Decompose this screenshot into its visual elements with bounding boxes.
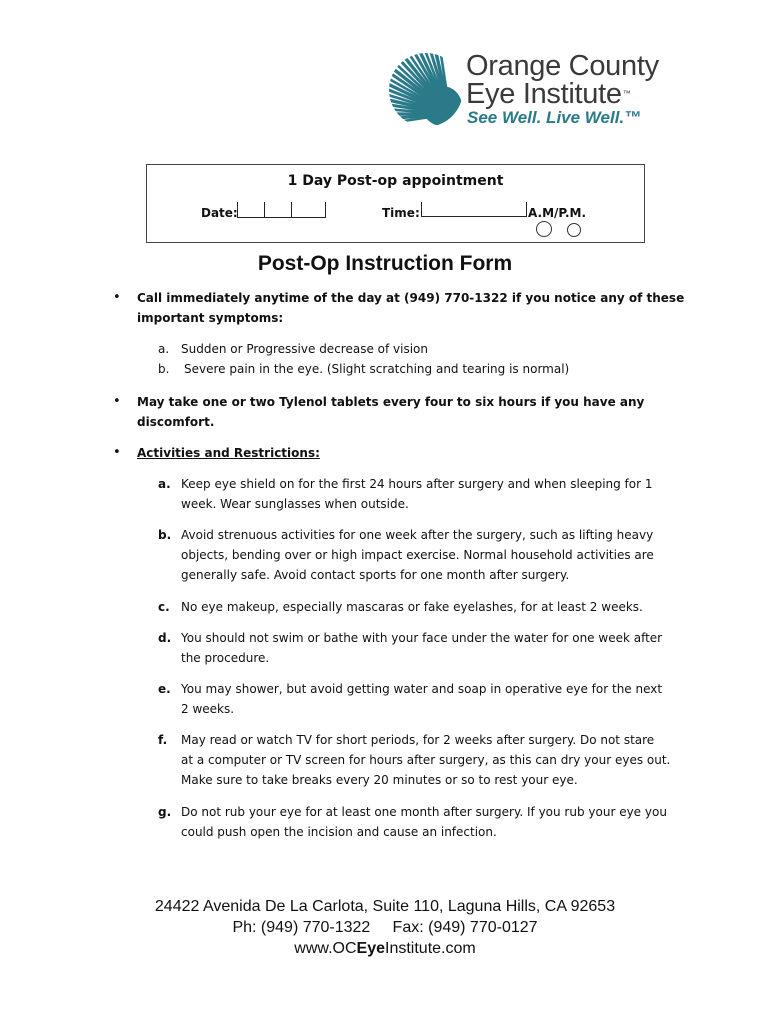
bullet-dot: • [113,445,121,460]
date-label: Date: [201,206,238,220]
bullet-tylenol [137,392,697,432]
logo-line2: Eye Institute [466,78,622,110]
time-field[interactable] [421,202,527,217]
activity-marker: f. [158,733,168,747]
website-prefix: www.OC [294,940,357,957]
date-day-box[interactable] [264,202,291,218]
bullet-2-line1: May take one or two Tylenol tablets every four to six hours if you have any [137,395,645,409]
footer-website[interactable] [0,938,770,959]
activity-line: objects, bending over or high impact exercise. Normal household activities are [181,548,654,562]
activity-item [181,679,681,719]
bullet-call-immediately [137,288,697,328]
activity-line: You may shower, but avoid getting water and soap in operative eye for the next [181,682,663,696]
activity-line: generally safe. Avoid contact sports for one month after surgery. [181,568,570,582]
activity-line: Avoid strenuous activities for one week after the surgery, such as lifting heavy [181,528,654,542]
activity-item [181,525,681,585]
footer-phones: Ph: (949) 770-1322 Fax: (949) 770-0127 [232,919,538,936]
activity-line: at a computer or TV screen for hours after surgery, as this can dry your eyes out. [181,753,671,767]
logo-tm: ™ [622,89,631,98]
am-radio[interactable] [536,221,552,237]
symptom-item: Severe pain in the eye. (Slight scratching and tearing is normal) [184,362,570,376]
website-bold: Eye [356,940,385,957]
activity-line: Make sure to take breaks every 20 minutes or so to rest your eye. [181,773,578,787]
activity-item [181,802,681,842]
activity-line: Do not rub your eye for at least one month after surgery. If you rub your eye you [181,805,667,819]
activity-line: Keep eye shield on for the first 24 hours after surgery and when sleeping for 1 [181,477,653,491]
appointment-title: 1 Day Post-op appointment [287,173,504,189]
footer-address: 24422 Avenida De La Carlota, Suite 110, Laguna Hills, CA 92653 [154,898,616,915]
form-title: Post-Op Instruction Form [257,252,513,275]
activity-item [181,597,681,617]
date-month-box[interactable] [237,202,264,218]
activity-marker: b. [158,528,172,542]
bullet-dot: • [113,290,121,305]
bullet-2-line2: discomfort. [137,415,215,429]
activity-marker: e. [158,682,171,696]
date-field[interactable] [237,201,326,218]
logo-name [466,52,659,108]
activity-line: could push open the incision and cause an infection. [181,825,497,839]
ampm-label: A.M/P.M. [528,206,587,220]
bullet-dot: • [113,394,121,409]
symptom-item: Sudden or Progressive decrease of vision [181,342,428,356]
activity-line: week. Wear sunglasses when outside. [181,497,409,511]
logo-line1: Orange County [466,50,659,82]
logo-fan-icon [388,52,468,132]
date-year-box[interactable] [291,202,326,218]
bullet-1-line1: Call immediately anytime of the day at (949) 770-1322 if you notice any of these [137,291,685,305]
symptom-marker: a. [158,342,170,356]
activity-marker: a. [158,477,171,491]
time-underline [421,216,527,217]
website-suffix: Institute.com [385,940,476,957]
activity-line: May read or watch TV for short periods, for 2 weeks after surgery. Do not stare [181,733,655,747]
activity-line: No eye makeup, especially mascaras or fake eyelashes, for at least 2 weeks. [181,600,643,614]
logo-tagline: See Well. Live Well.™ [467,108,642,127]
symptom-marker: b. [158,362,170,376]
activity-line: You should not swim or bathe with your face under the water for one week after [181,631,663,645]
time-label: Time: [382,206,420,220]
activity-item [181,628,681,668]
bullet-1-line2: important symptoms: [137,311,284,325]
activity-marker: d. [158,631,172,645]
pm-radio[interactable] [567,223,581,237]
logo-pupil [422,86,462,126]
activity-line: the procedure. [181,651,270,665]
activity-item [181,730,681,790]
activities-heading: Activities and Restrictions: [137,446,320,460]
activity-line: 2 weeks. [181,702,235,716]
activity-marker: c. [158,600,170,614]
activity-item [181,474,681,514]
logo [388,50,678,140]
footer [0,896,770,959]
activity-marker: g. [158,805,172,819]
appointment-box [146,164,645,243]
